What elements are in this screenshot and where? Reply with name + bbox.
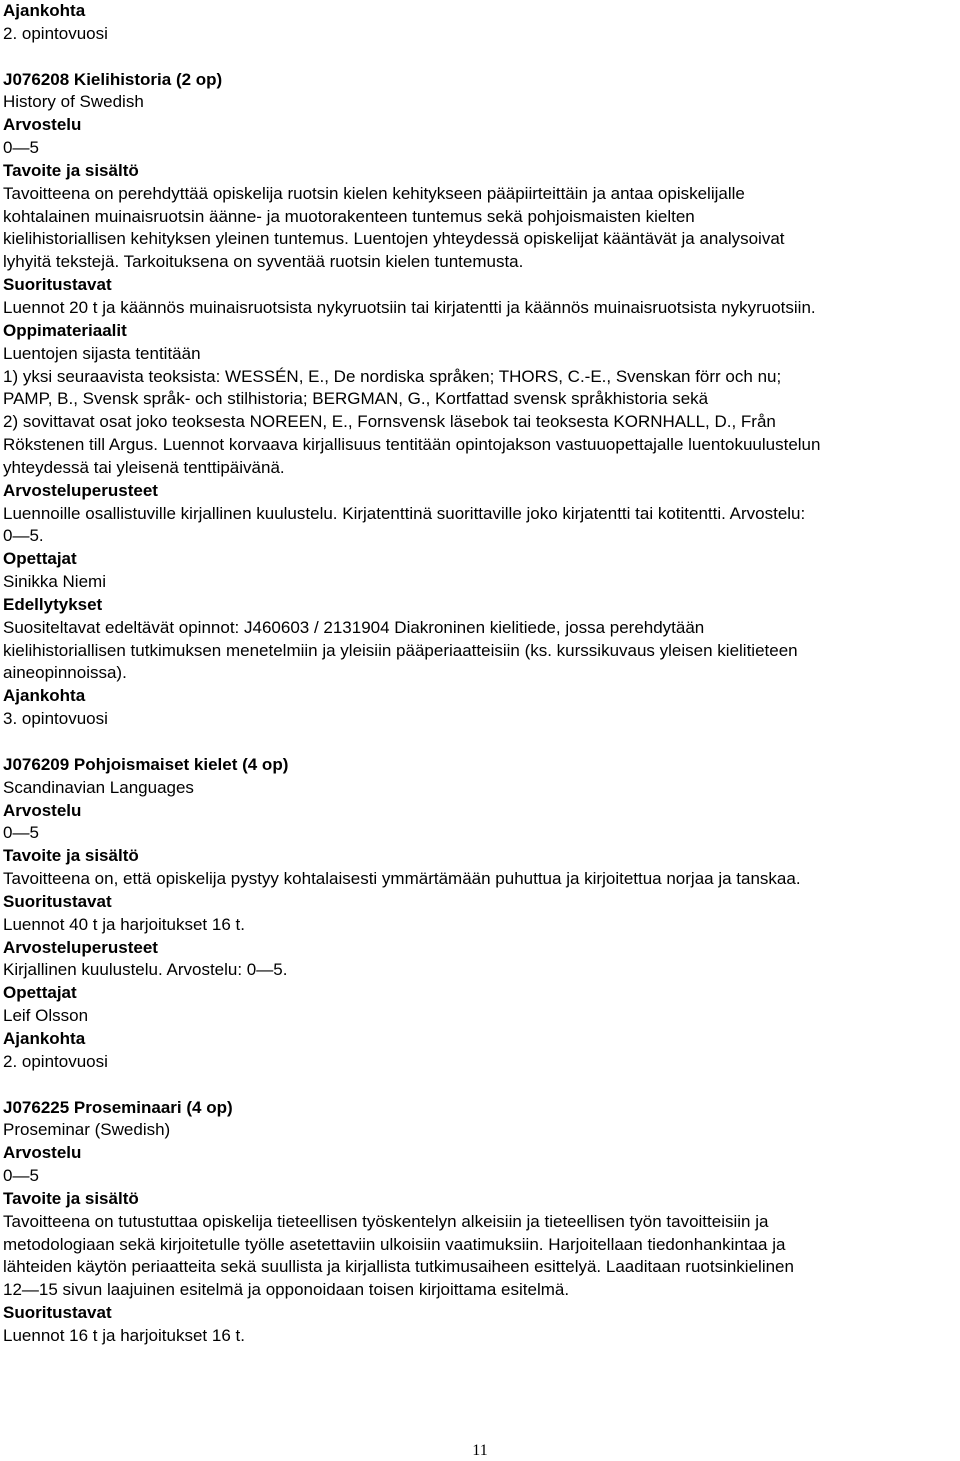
text-line: Luennot 20 t ja käännös muinaisruotsista nykyruotsiin tai kirjatentti ja käännös muinaisruotsista nykyruotsiin.: [3, 297, 816, 317]
text-line: Suositeltavat edeltävät opinnot: J460603 / 2131904 Diakroninen kielitiede, jossa perehdytään: [3, 617, 705, 637]
blank-line: [3, 46, 957, 69]
section-label: Opettajat: [3, 549, 77, 569]
text-line: Scandinavian Languages: [3, 777, 194, 797]
text-line: lyhyitä tekstejä. Tarkoituksena on syventää ruotsin kielen tuntemusta.: [3, 252, 524, 272]
text-line: Rökstenen till Argus. Luennot korvaava kirjallisuus tentitään opintojakson vastuuopettajalle luentokuulustelun: [3, 435, 821, 455]
text-line: 2. opintovuosi: [3, 23, 108, 43]
text-line: 3. opintovuosi: [3, 709, 108, 729]
section-label: Tavoite ja sisältö: [3, 846, 139, 866]
section-label: Arvostelu: [3, 115, 82, 135]
text-line: 1) yksi seuraavista teoksista: WESSÉN, E., De nordiska språken; THORS, C.-E., Svenskan förr och nu;: [3, 366, 782, 386]
text-line: aineopinnoissa).: [3, 663, 127, 683]
section-label: Arvostelu: [3, 1143, 82, 1163]
text-line: Tavoitteena on perehdyttää opiskelija ruotsin kielen kehitykseen pääpiirteittäin ja antaa opiskelijalle: [3, 183, 745, 203]
course-heading: [3, 1097, 957, 1120]
text-line: PAMP, B., Svensk språk- och stilhistoria; BERGMAN, G., Kortfattad svensk språkhistoria sekä: [3, 389, 709, 409]
text-line: metodologiaan sekä kirjoitetulle työlle asetettaviin ulkoisiin vaatimuksiin. Harjoitellaan tiedonhankintaa ja: [3, 1234, 786, 1254]
text-line: Luennoille osallistuville kirjallinen kuulustelu. Kirjatenttinä suorittaville joko kirjatentti tai kotitentti. Arvostelu:: [3, 503, 806, 523]
text-line: kielihistoriallisen tutkimuksen menetelmiin ja yleisiin pääperiaatteisiin (ks. kurssikuvaus yleisen kielitieteen: [3, 640, 798, 660]
text-line: kohtalainen muinaisruotsin äänne- ja muotorakenteen tuntemus sekä pohjoismaisten kielten: [3, 206, 695, 226]
text-line: 0—5: [3, 823, 39, 843]
text-line: yhteydessä tai yleisenä tenttipäivänä.: [3, 457, 285, 477]
course-title: Proseminaari (4 op): [73, 1097, 233, 1117]
text-line: Leif Olsson: [3, 1006, 89, 1026]
course-code: J076225: [3, 1097, 70, 1117]
text-line: Luentojen sijasta tentitään: [3, 343, 201, 363]
section-label: Ajankohta: [3, 1, 86, 20]
text-line: History of Swedish: [3, 92, 144, 112]
section-label: Ajankohta: [3, 1028, 86, 1048]
course-title: Pohjoismaiset kielet (4 op): [73, 754, 289, 774]
text-line: lähteiden käytön periaatteita sekä suullista ja kirjallista tutkimusaiheen esittelyä. Laaditaan ruotsinkielinen: [3, 1257, 794, 1277]
text-line: Luennot 16 t ja harjoitukset 16 t.: [3, 1325, 245, 1345]
section-label: Oppimateriaalit: [3, 320, 127, 340]
blank-line: [3, 731, 957, 754]
text-line: 12—15 sivun laajuinen esitelmä ja opponoidaan toisen kirjoittama esitelmä.: [3, 1280, 570, 1300]
section-label: Arvosteluperusteet: [3, 937, 158, 957]
text-line: Luennot 40 t ja harjoitukset 16 t.: [3, 914, 245, 934]
text-line: 0—5: [3, 1166, 39, 1186]
section-label: Suoritustavat: [3, 1303, 112, 1323]
text-line: Proseminar (Swedish): [3, 1120, 171, 1140]
text-line: Sinikka Niemi: [3, 572, 106, 592]
course-heading: [3, 69, 957, 92]
course-title: Kielihistoria (2 op): [73, 69, 223, 89]
course-code: J076209: [3, 754, 70, 774]
section-label: Suoritustavat: [3, 891, 112, 911]
course-code: J076208: [3, 69, 70, 89]
course-heading: [3, 754, 957, 777]
text-line: 0—5: [3, 138, 39, 158]
text-line: Tavoitteena on, että opiskelija pystyy kohtalaisesti ymmärtämään puhuttua ja kirjoitettua norjaa ja tanskaa.: [3, 869, 801, 889]
blank-line: [3, 1074, 957, 1097]
text-line: 2) sovittavat osat joko teoksesta NOREEN, E., Fornsvensk läsebok tai teoksesta KORNHALL, D., Från: [3, 412, 776, 432]
text-line: 2. opintovuosi: [3, 1051, 108, 1071]
document-body: [3, 0, 957, 1348]
page-number: 11: [472, 1442, 488, 1459]
section-label: Opettajat: [3, 983, 77, 1003]
section-label: Tavoite ja sisältö: [3, 1188, 139, 1208]
text-line: 0—5.: [3, 526, 44, 546]
section-label: Arvostelu: [3, 800, 82, 820]
section-label: Tavoite ja sisältö: [3, 160, 139, 180]
text-line: kielihistoriallisen kehityksen yleinen tuntemus. Luentojen yhteydessä opiskelijat kääntävät ja analysoivat: [3, 229, 785, 249]
section-label: Edellytykset: [3, 594, 103, 614]
section-label: Arvosteluperusteet: [3, 480, 158, 500]
text-line: Tavoitteena on tutustuttaa opiskelija tieteellisen työskentelyn alkeisiin ja tieteellisen työn tavoitteisiin ja: [3, 1211, 769, 1231]
text-line: Kirjallinen kuulustelu. Arvostelu: 0—5.: [3, 960, 288, 980]
section-label: Ajankohta: [3, 686, 86, 706]
section-label: Suoritustavat: [3, 275, 112, 295]
